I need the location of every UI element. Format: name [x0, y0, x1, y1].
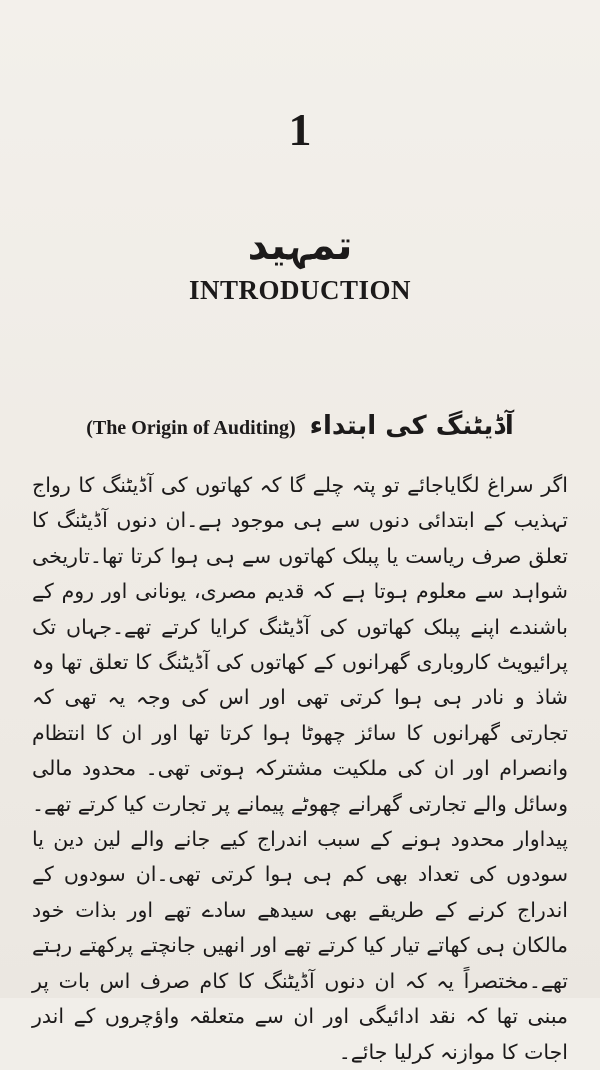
body-paragraph: اگر سراغ لگایاجائے تو پتہ چلے گا کہ کھاتوں کی آڈیٹنگ کا رواج تہذیب کے ابتدائی دنوں سے ہی موجود ہے۔ان دنوں آڈیٹنگ کا تعلق صرف ریاست یا پبلک کھاتوں سے ہی ہوا کرتا تھا۔تاریخی شواہد سے معلوم ہوتا ہے کہ قدیم مصری، یونانی اور روم کے باشندے اپنے پبلک کھاتوں کی آڈیٹنگ کرایا کرتے تھے۔جہاں تک پرائیویٹ کاروباری گھرانوں کے کھاتوں کی آڈیٹنگ کا تعلق تھا وہ شاذ و نادر ہی ہوا کرتی تھی اور اس کی وجہ یہ تھی کہ تجارتی گھرانوں کا سائز چھوٹا ہوا کرتا تھا اور ان کا انتظام وانصرام اور ان کی ملکیت مشترکہ ہوتی تھی۔ محدود مالی وسائل والے تجارتی گھرانے چھوٹے پیمانے پر تجارت کیا کرتے تھے۔پیداوار محدود ہونے کے سبب اندراج کیے جانے والے لین دین یا سودوں کی تعداد بھی کم ہی ہوا کرتی تھی۔ان سودوں کے اندراج کرنے کے طریقے بھی سیدھے سادے تھے اور بذات خود مالکان ہی کھاتے تیار کیا کرتے تھے اور انھیں جانچتے پرکھتے رہتے تھے۔مختصراً یہ کہ ان دنوں آڈیٹنگ کا کام صرف اس بات پر مبنی تھا کہ نقد ادائیگی اور ان سے متعلقہ واؤچروں کے اندر اجات کا موازنہ کرلیا جائے۔: [32, 473, 568, 1064]
chapter-title-english: INTRODUCTION: [188, 275, 412, 305]
chapter-number: 1: [288, 104, 312, 155]
body-text: [32, 468, 568, 1070]
section-heading: [0, 408, 600, 446]
chapter-title-urdu: تمہید: [247, 223, 353, 269]
section-heading-urdu: آڈیٹنگ کی ابتداء: [309, 411, 514, 441]
section-heading-english: (The Origin of Auditing): [86, 417, 296, 439]
